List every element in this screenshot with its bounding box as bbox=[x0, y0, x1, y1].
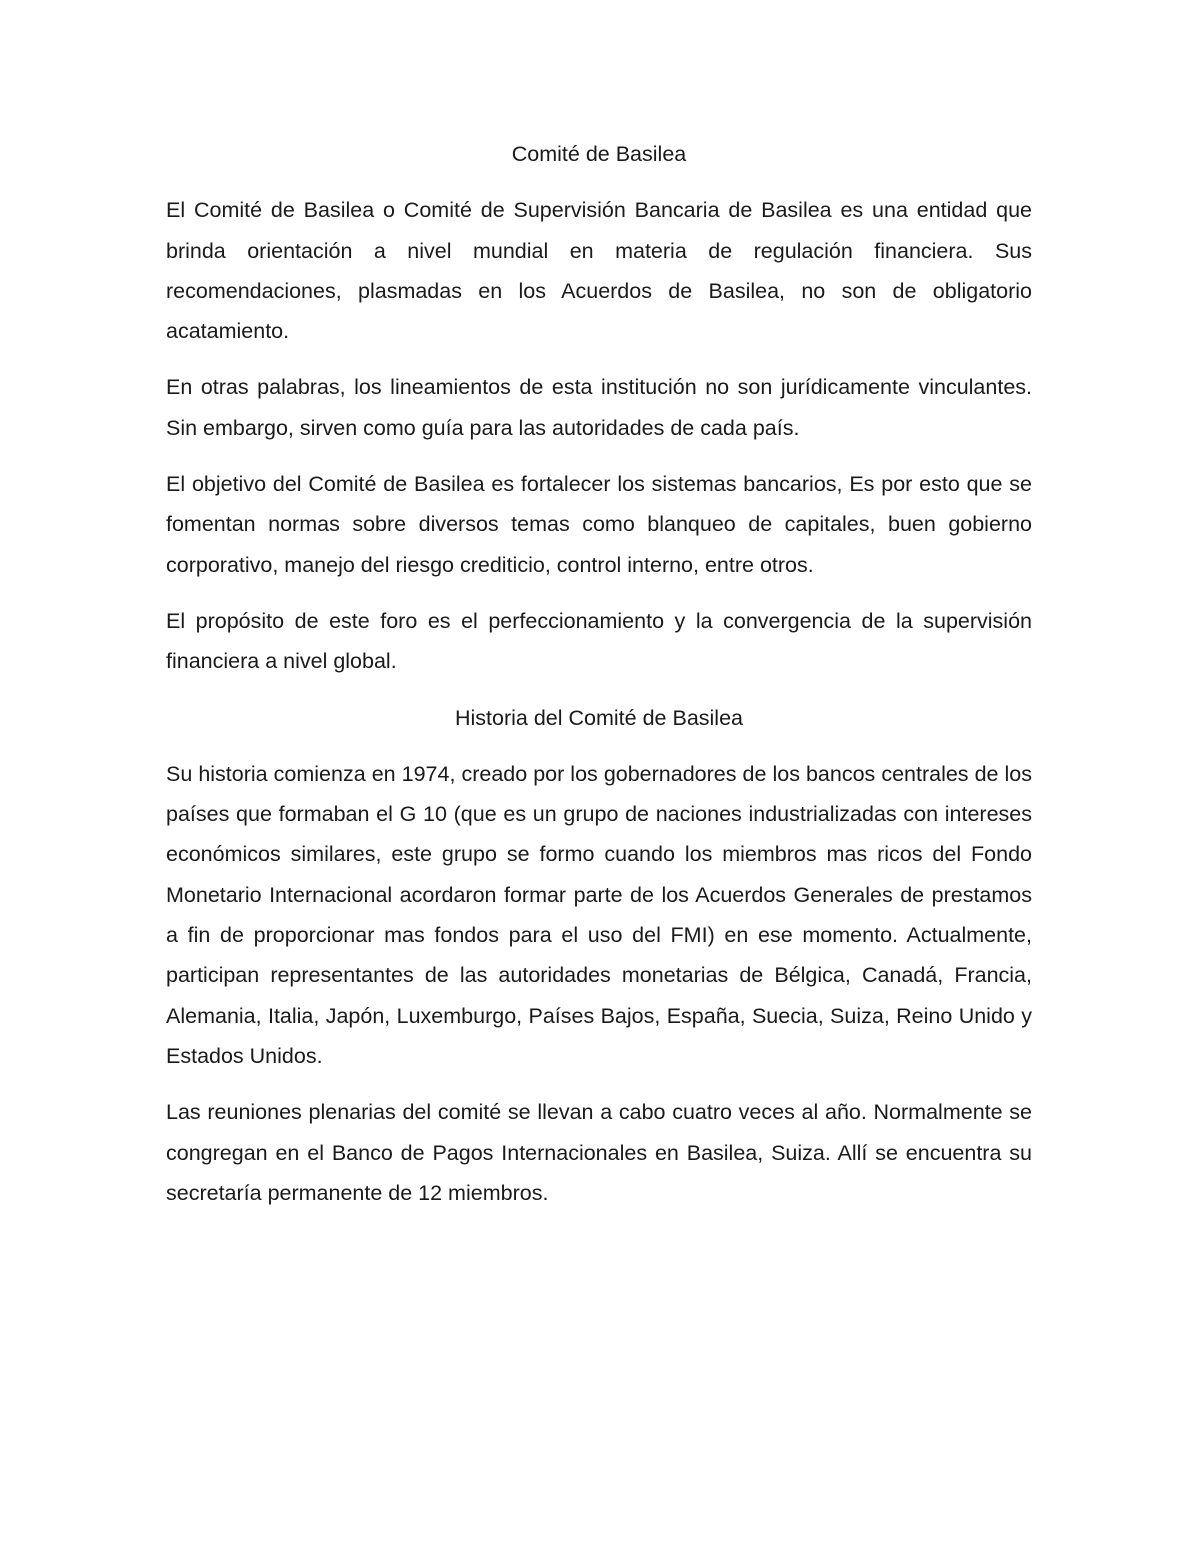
paragraph-objective: El objetivo del Comité de Basilea es fortalecer los sistemas bancarios, Es por esto que se fomentan normas sobre diversos temas como blanqueo de capitales, buen gobierno corporativo, manejo del riesgo crediticio, control interno, entre otros. bbox=[166, 472, 1032, 577]
paragraph-binding-nature: En otras palabras, los lineamientos de esta institución no son jurídicamente vinculantes. Sin embargo, sirven como guía para las autoridades de cada país. bbox=[166, 375, 1032, 440]
paragraph-definition: El Comité de Basilea o Comité de Supervisión Bancaria de Basilea es una entidad que brinda orientación a nivel mundial en materia de regulación financiera. Sus recomendaciones, plasmadas en los Acuerdos de Basilea, no son de obligatorio acatamiento. bbox=[166, 198, 1032, 344]
paragraph-purpose: El propósito de este foro es el perfeccionamiento y la convergencia de la supervisión financiera a nivel global. bbox=[166, 608, 1032, 674]
document-body bbox=[166, 134, 1032, 1229]
section-heading-history: Historia del Comité de Basilea bbox=[455, 705, 743, 730]
document-title: Comité de Basilea bbox=[511, 142, 687, 166]
paragraph-meetings: Las reuniones plenarias del comité se llevan a cabo cuatro veces al año. Normalmente se congregan en el Banco de Pagos Internacionales en Basilea, Suiza. Allí se encuentra su secretaría permanente de 12 miembros. bbox=[166, 1100, 1032, 1205]
paragraph-history: Su historia comienza en 1974, creado por los gobernadores de los bancos centrales de los países que formaban el G 10 (que es un grupo de naciones industrializadas con intereses económicos similares, este grupo se formo cuando los miembros mas ricos del Fondo Monetario Internacional acordaron formar parte de los Acuerdos Generales de prestamos a fin de proporcionar mas fondos para el uso del FMI) en ese momento. Actualmente, participan representantes de las autoridades monetarias de Bélgica, Canadá, Francia, Alemania, Italia, Japón, Luxemburgo, Países Bajos, España, Suecia, Suiza, Reino Unido y Estados Unidos. bbox=[166, 761, 1032, 1068]
